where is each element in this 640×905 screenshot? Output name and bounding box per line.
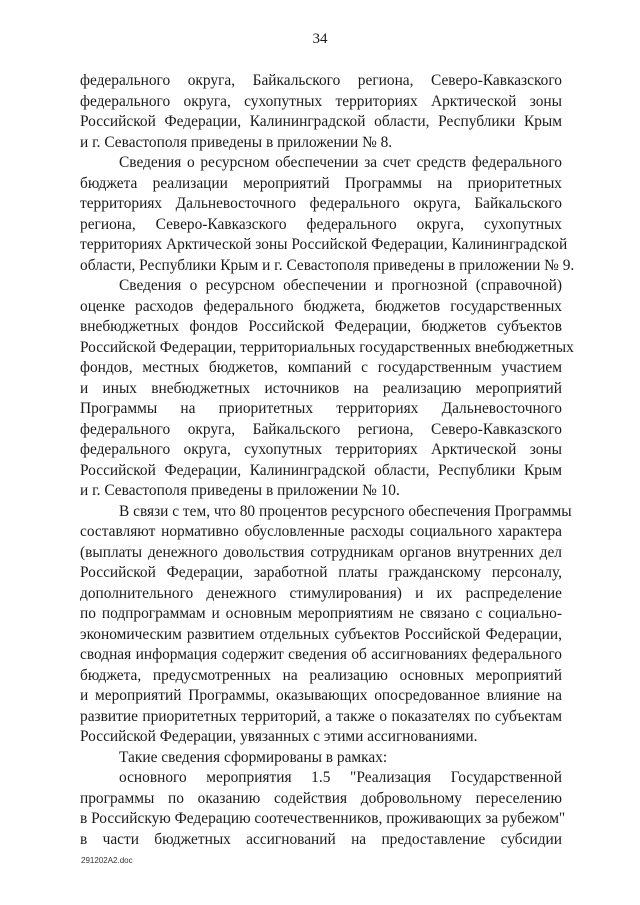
text-line: бюджета реализации мероприятий Программы на приоритетных bbox=[80, 175, 562, 192]
text-line: развитие приоритетных территорий, а также о показателях по субъектам bbox=[80, 708, 562, 725]
text-line: экономическим развитием отдельных субъектов Российской Федерации, bbox=[80, 626, 562, 643]
footer-file-name: 291202A2.doc bbox=[81, 856, 133, 865]
text-line: федерального округа, сухопутных территориях Арктической зоны bbox=[80, 93, 562, 110]
text-line: Российской Федерации, увязанных с этими ассигнованиями. bbox=[80, 728, 478, 745]
text-line: (выплаты денежного довольствия сотрудникам органов внутренних дел bbox=[80, 544, 562, 561]
text-line: по подпрограммам и основным мероприятиям не связано с социально- bbox=[80, 605, 562, 622]
text-line: бюджета, предусмотренных на реализацию основных мероприятий bbox=[80, 667, 562, 684]
text-line: Такие сведения сформированы в рамках: bbox=[119, 749, 388, 766]
text-line: федерального округа, Байкальского региона, Северо-Кавказского bbox=[80, 421, 562, 438]
page-number: 34 bbox=[312, 31, 328, 47]
text-line: территориях Дальневосточного федерального округа, Байкальского bbox=[80, 195, 562, 212]
text-line: в части бюджетных ассигнований на предоставление субсидии bbox=[80, 831, 562, 848]
text-line: Российской Федерации, Калининградской области, Республики Крым bbox=[80, 462, 562, 479]
text-line: территориях Арктической зоны Российской Федерации, Калининградской bbox=[80, 236, 568, 253]
text-line: внебюджетных фондов Российской Федерации, бюджетов субъектов bbox=[80, 318, 562, 335]
text-line: и г. Севастополя приведены в приложении № 8. bbox=[80, 134, 393, 151]
text-line: Сведения о ресурсном обеспечении и прогнозной (справочной) bbox=[119, 277, 562, 294]
text-line: федерального округа, сухопутных территориях Арктической зоны bbox=[80, 441, 562, 458]
text-line: оценке расходов федерального бюджета, бюджетов государственных bbox=[80, 298, 562, 315]
text-line: Сведения о ресурсном обеспечении за счет средств федерального bbox=[119, 154, 562, 171]
text-line: и мероприятий Программы, оказывающих опосредованное влияние на bbox=[80, 687, 562, 704]
text-line: составляют нормативно обусловленные расходы социального характера bbox=[80, 523, 562, 540]
text-line: дополнительного денежного стимулирования) и их распределение bbox=[80, 585, 562, 602]
text-line: программы по оказанию содействия добровольному переселению bbox=[80, 790, 562, 807]
text-line: Российской Федерации, заработной платы гражданскому персоналу, bbox=[80, 564, 562, 581]
text-line: Российской Федерации, Калининградской области, Республики Крым bbox=[80, 113, 562, 130]
text-line: основного мероприятия 1.5 "Реализация Государственной bbox=[119, 769, 562, 786]
text-line: области, Республики Крым и г. Севастополя приведены в приложении № 9. bbox=[80, 257, 575, 274]
text-line: и г. Севастополя приведены в приложении № 10. bbox=[80, 482, 400, 499]
text-line: сводная информация содержит сведения об ассигнованиях федерального bbox=[80, 646, 562, 663]
text-line: федерального округа, Байкальского региона, Северо-Кавказского bbox=[80, 72, 562, 89]
text-line: в Российскую Федерацию соотечественников, проживающих за рубежом" bbox=[80, 810, 566, 827]
text-line: Российской Федерации, территориальных государственных внебюджетных bbox=[80, 339, 574, 356]
text-line: В связи с тем, что 80 процентов ресурсного обеспечения Программы bbox=[119, 503, 572, 520]
text-line: региона, Северо-Кавказского федерального округа, сухопутных bbox=[80, 216, 562, 233]
text-line: фондов, местных бюджетов, компаний с государственным участием bbox=[80, 359, 562, 376]
text-line: Программы на приоритетных территориях Дальневосточного bbox=[80, 400, 562, 417]
text-line: и иных внебюджетных источников на реализацию мероприятий bbox=[80, 380, 562, 397]
